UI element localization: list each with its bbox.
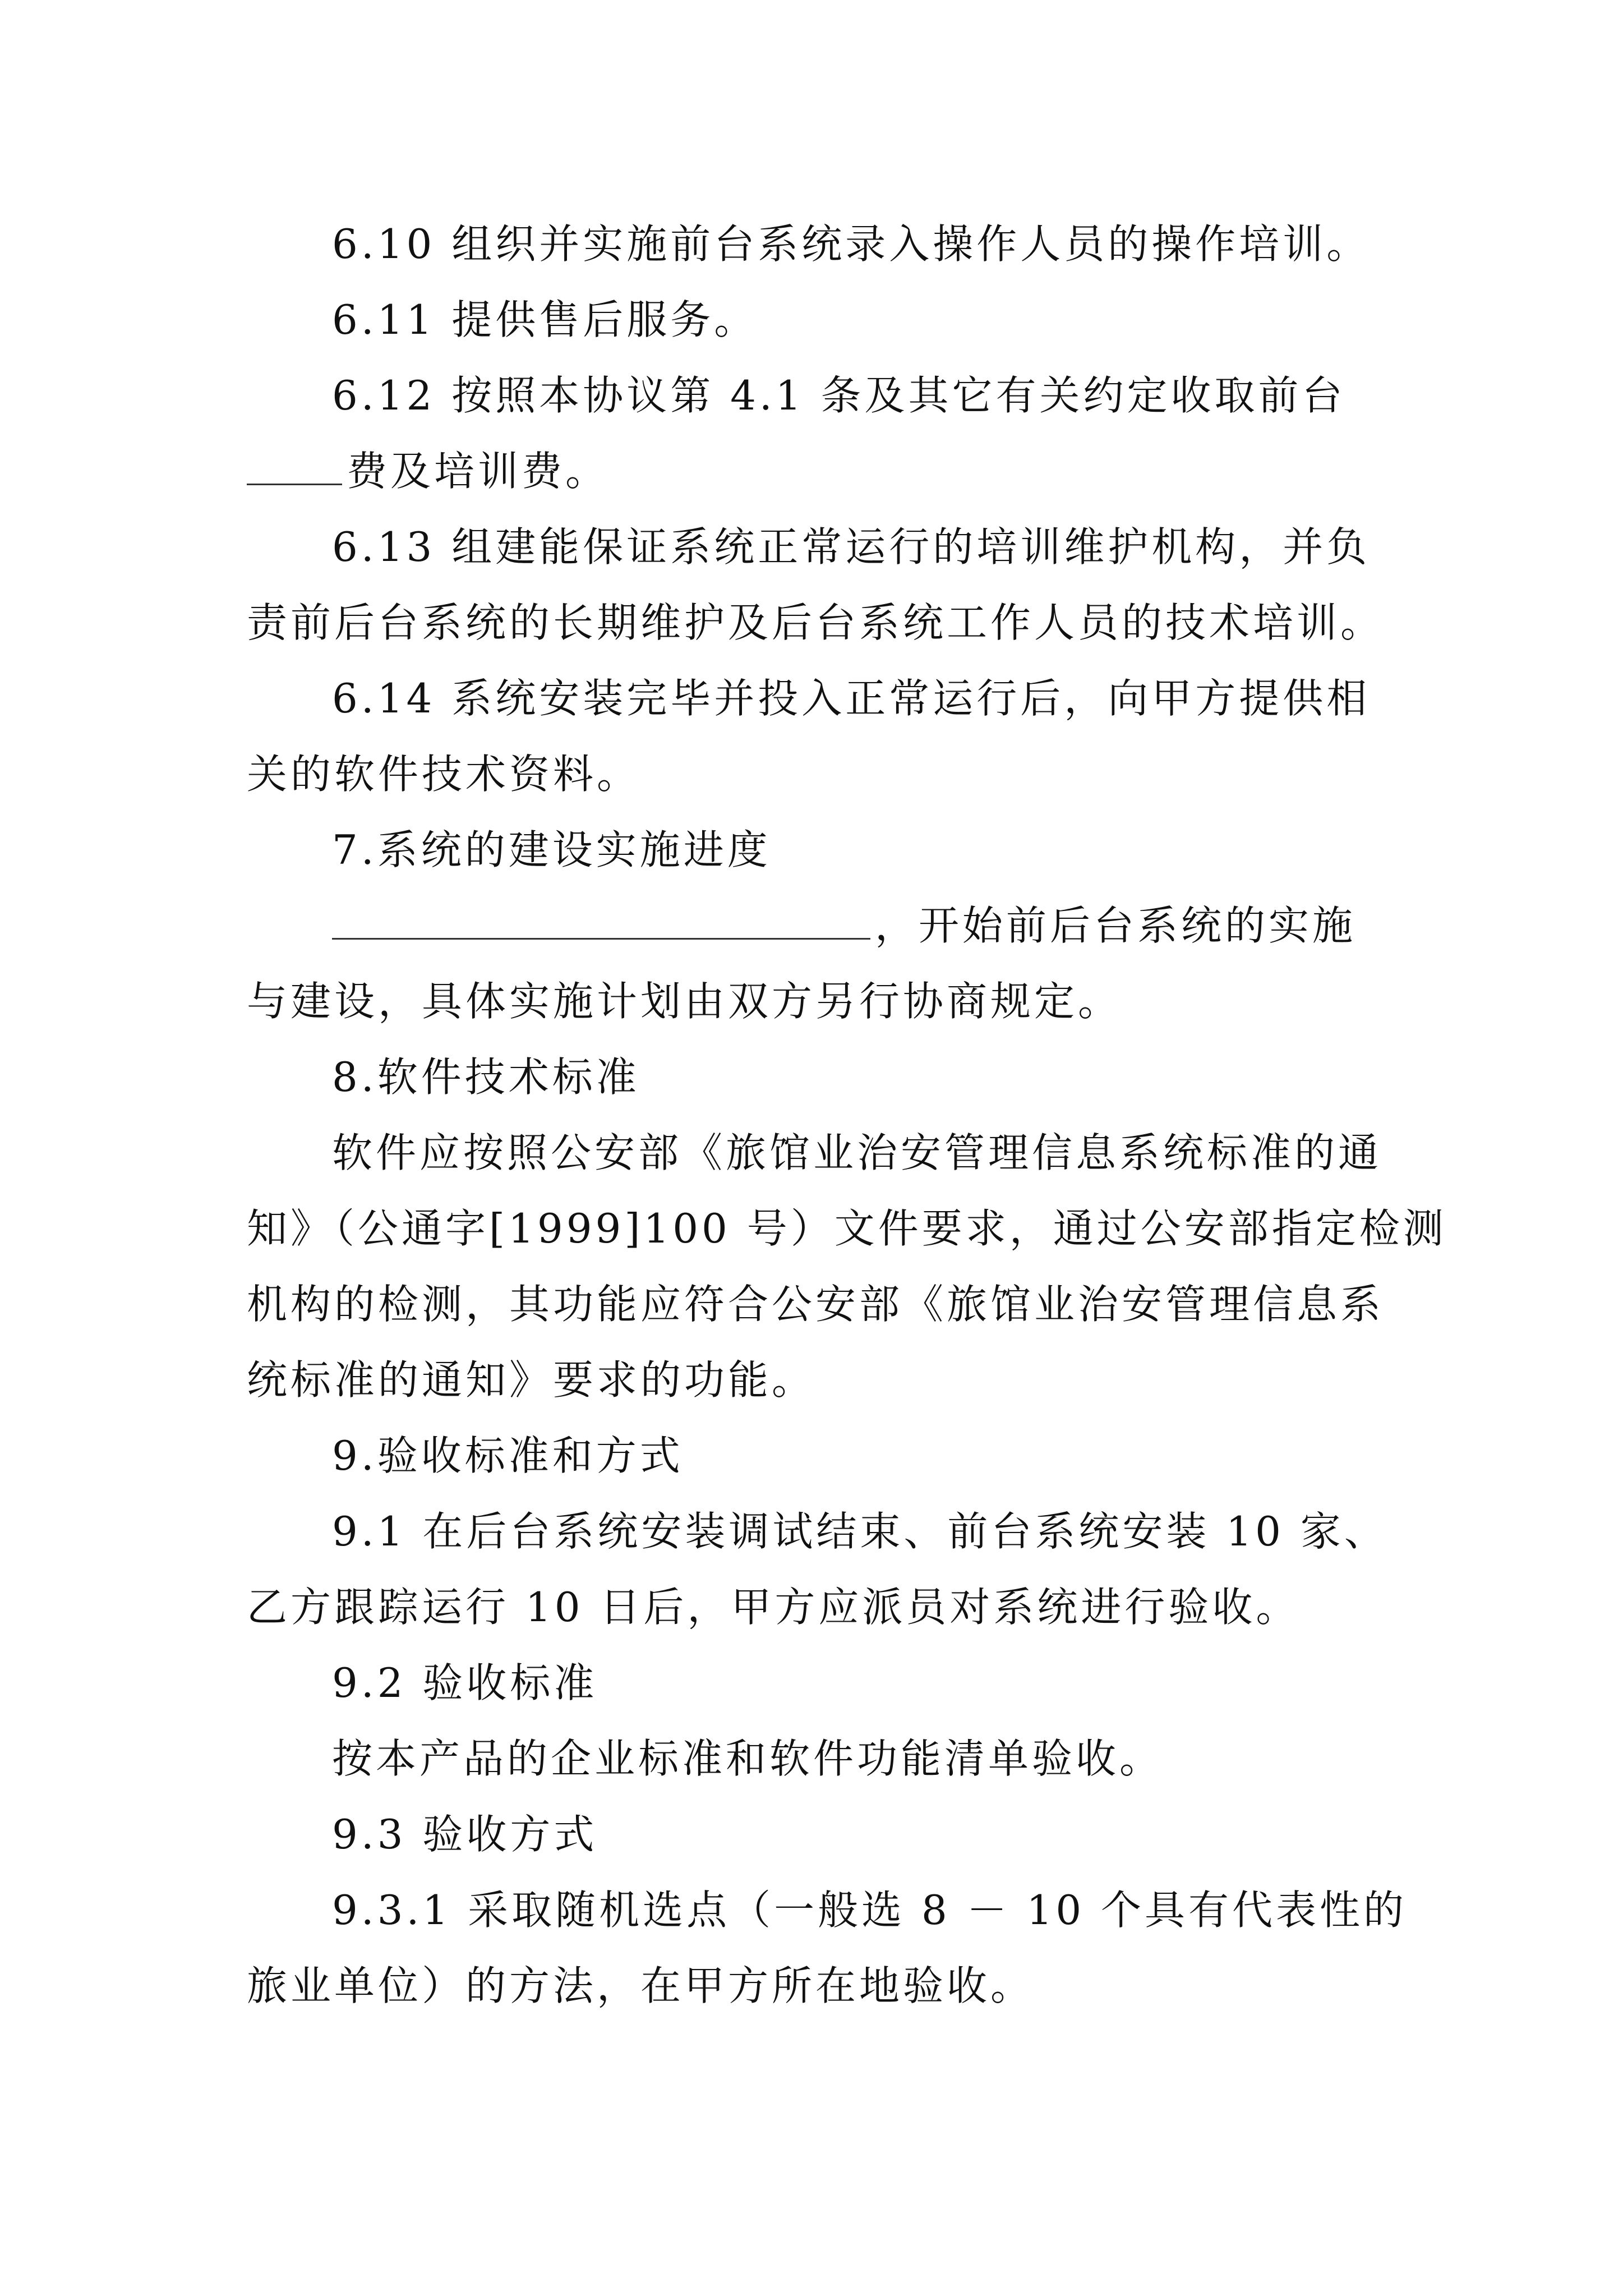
paragraph-9-1: [332, 1503, 1388, 1559]
text-line: 知》（公通字[1999]100 号）文件要求，通过公安部指定检测: [247, 1205, 1447, 1252]
text-line: 7.系统的建设实施进度: [332, 826, 771, 873]
text-line: 软件应按照公安部《旅馆业治安管理信息系统标准的通: [332, 1129, 1382, 1176]
section-heading-9: [332, 1428, 684, 1484]
text-line: 9.2 验收标准: [332, 1659, 598, 1706]
text-line: 9.3.1 采取随机选点（一般选 8 － 10 个具有代表性的: [332, 1887, 1408, 1934]
paragraph-6-13-cont: [247, 595, 1384, 651]
paragraph-8-cont-2: [247, 1276, 1384, 1332]
text-line: 9.1 在后台系统安装调试结束、前台系统安装 10 家、: [332, 1508, 1388, 1555]
text-line: 8.软件技术标准: [332, 1053, 640, 1101]
text-line: 统标准的通知》要求的功能。: [247, 1356, 816, 1404]
text-line: 乙方跟踪运行 10 日后，甲方应派员对系统进行验收。: [247, 1584, 1300, 1631]
text-line: 费及培训费。: [347, 448, 610, 495]
paragraph-6-13: [332, 519, 1370, 575]
section-heading-8: [332, 1049, 640, 1105]
text-line: 6.11 提供售后服务。: [332, 296, 758, 343]
paragraph-9-3-1: [332, 1882, 1407, 1938]
paragraph-9-3-1-cont: [247, 1958, 1034, 2014]
paragraph-6-14: [332, 670, 1370, 726]
text-line: 机构的检测，其功能应符合公安部《旅馆业治安管理信息系: [247, 1281, 1385, 1328]
paragraph-8-cont-1: [247, 1200, 1447, 1257]
text-line: 关的软件技术资料。: [247, 751, 641, 798]
text-line: 旅业单位）的方法，在甲方所在地验收。: [247, 1962, 1035, 2009]
text-line: 与建设，具体实施计划由双方另行协商规定。: [247, 978, 1122, 1025]
paragraph-6-12: [332, 367, 1345, 424]
text-line: ，开始前后台系统的实施: [875, 902, 1357, 949]
text-line: 按本产品的企业标准和软件功能清单验收。: [332, 1735, 1164, 1782]
section-heading-7: [332, 822, 771, 878]
paragraph-6-11: [332, 292, 758, 348]
paragraph-7: [332, 898, 1356, 954]
text-line: 责前后台系统的长期维护及后台系统工作人员的技术培训。: [247, 599, 1385, 646]
subheading-9-3: [332, 1806, 597, 1862]
text-line: 9.验收标准和方式: [332, 1432, 684, 1479]
paragraph-7-cont: [247, 973, 1122, 1029]
paragraph-9-2: [332, 1731, 1163, 1787]
paragraph-6-14-cont: [247, 746, 640, 802]
paragraph-8: [332, 1125, 1382, 1181]
text-line: 9.3 验收方式: [332, 1811, 598, 1858]
paragraph-8-cont-3: [247, 1352, 815, 1408]
fill-in-blank: [247, 484, 342, 485]
text-line: 6.13 组建能保证系统正常运行的培训维护机构，并负: [332, 523, 1371, 570]
paragraph-6-10: [332, 216, 1370, 272]
paragraph-9-1-cont: [247, 1579, 1299, 1635]
subheading-9-2: [332, 1655, 597, 1711]
text-line: 6.14 系统安装完毕并投入正常运行后，向甲方提供相: [332, 675, 1371, 722]
text-line: 6.12 按照本协议第 4.1 条及其它有关约定收取前台: [332, 372, 1346, 419]
fill-in-blank: [332, 938, 870, 940]
paragraph-6-12-cont: [247, 443, 609, 499]
text-line: 6.10 组织并实施前台系统录入操作人员的操作培训。: [332, 220, 1371, 268]
